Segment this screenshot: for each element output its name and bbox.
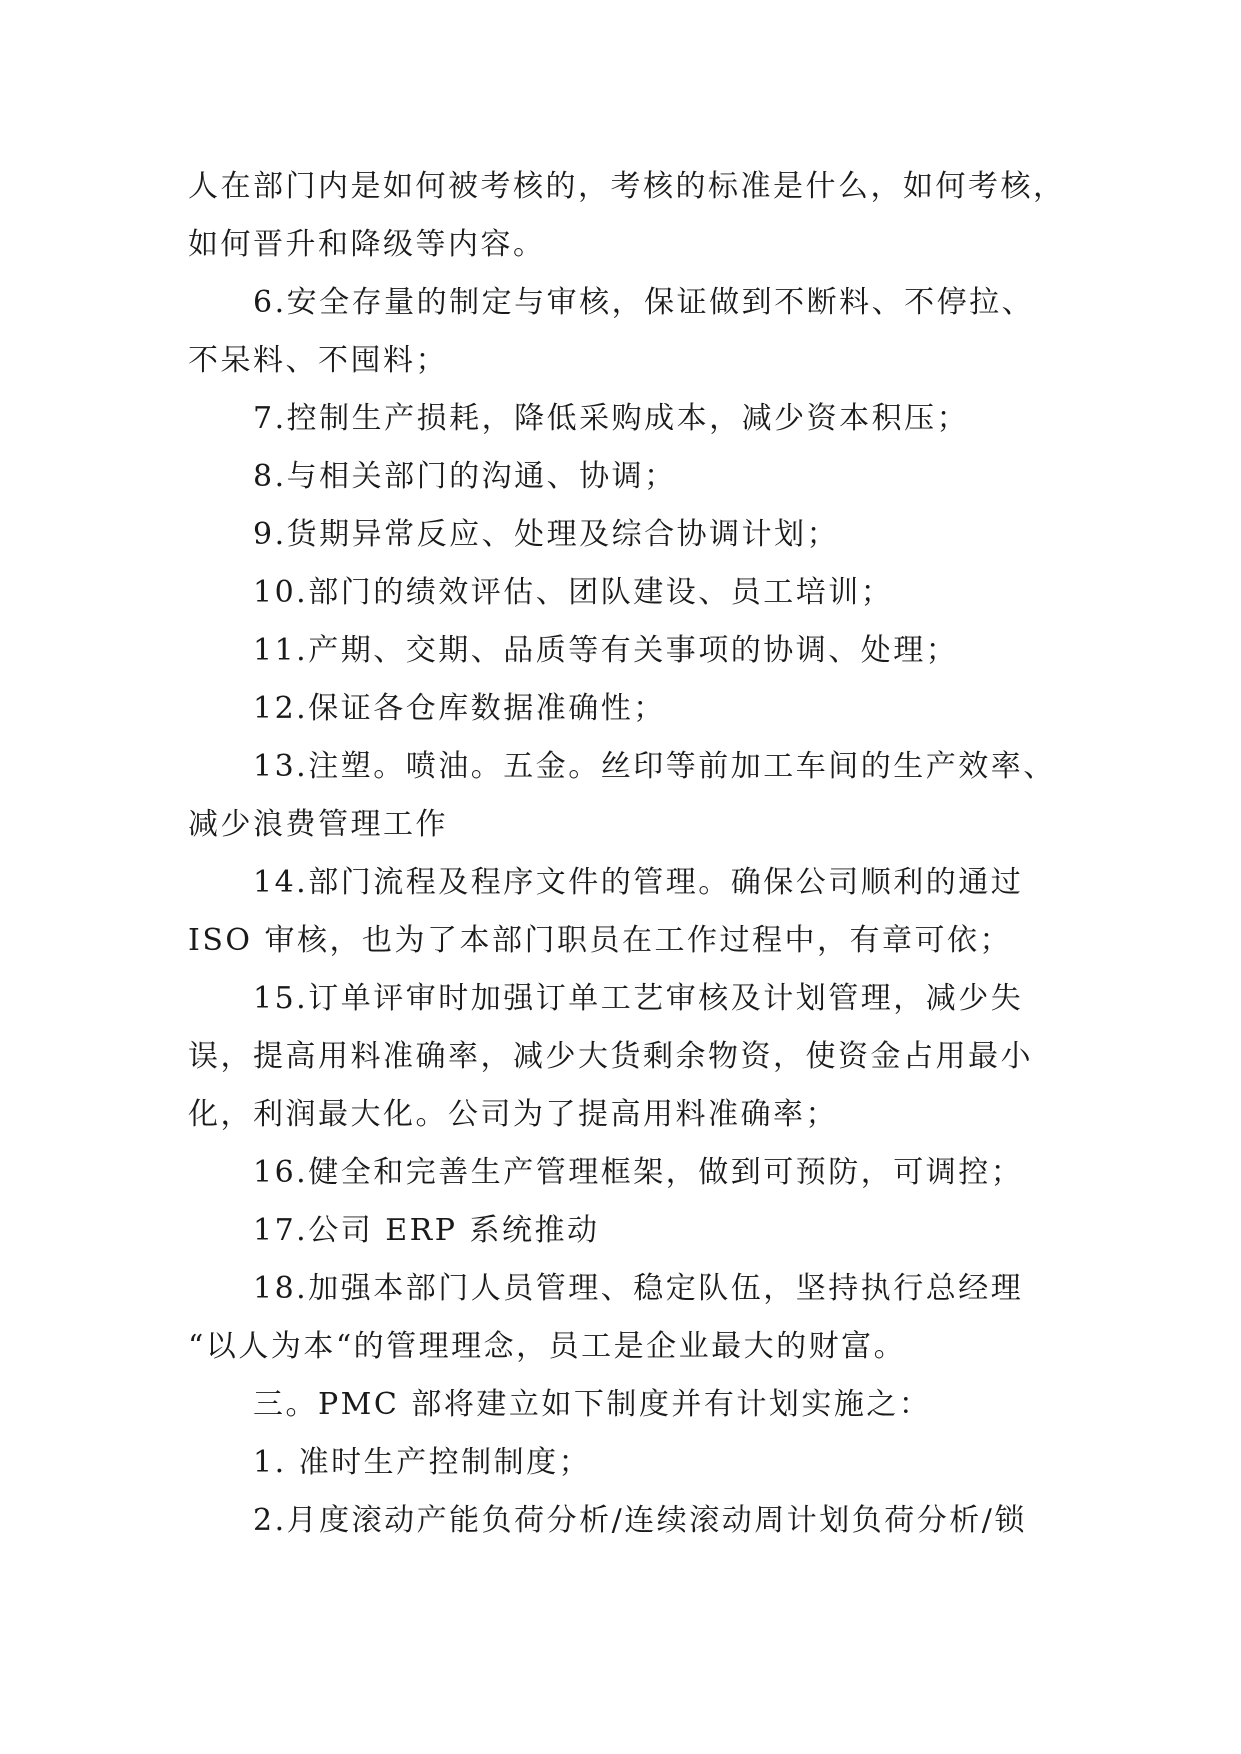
text-line: 7.控制生产损耗，降低采购成本，减少资本积压； — [253, 401, 970, 436]
text-line: 1. 准时生产控制制度； — [253, 1445, 592, 1480]
text-line: 17.公司 ERP 系统推动 — [253, 1213, 600, 1248]
text-line: 15.订单评审时加强订单工艺审核及计划管理，减少失 — [253, 981, 1024, 1016]
text-line: 12.保证各仓库数据准确性； — [253, 691, 666, 726]
text-line: 化，利润最大化。公司为了提高用料准确率； — [188, 1097, 838, 1132]
text-line: 人在部门内是如何被考核的，考核的标准是什么，如何考核， — [188, 169, 1066, 204]
text-line: 8.与相关部门的沟通、协调； — [253, 459, 677, 494]
text-line: 减少浪费管理工作 — [188, 807, 448, 842]
text-line: 9.货期异常反应、处理及综合协调计划； — [253, 517, 840, 552]
text-line: 18.加强本部门人员管理、稳定队伍，坚持执行总经理 — [253, 1271, 1024, 1306]
text-line: 不呆料、不囤料； — [188, 343, 448, 378]
text-line: 13.注塑。喷油。五金。丝印等前加工车间的生产效率、 — [253, 749, 1056, 784]
text-line: “以人为本“的管理理念，员工是企业最大的财富。 — [188, 1329, 907, 1364]
text-line: 误，提高用料准确率，减少大货剩余物资，使资金占用最小 — [188, 1039, 1033, 1074]
text-line: 11.产期、交期、品质等有关事项的协调、处理； — [253, 633, 959, 668]
text-line: 6.安全存量的制定与审核，保证做到不断料、不停拉、 — [253, 285, 1035, 320]
text-line: 14.部门流程及程序文件的管理。确保公司顺利的通过 — [253, 865, 1024, 900]
text-line: 2.月度滚动产能负荷分析/连续滚动周计划负荷分析/锁 — [253, 1503, 1027, 1538]
document-body — [188, 158, 1066, 1550]
text-line: 16.健全和完善生产管理框架，做到可预防，可调控； — [253, 1155, 1024, 1190]
text-line: 三。PMC 部将建立如下制度并有计划实施之： — [253, 1387, 932, 1422]
text-line: ISO 审核，也为了本部门职员在工作过程中，有章可依； — [188, 923, 1013, 958]
text-line: 10.部门的绩效评估、团队建设、员工培训； — [253, 575, 894, 610]
text-line: 如何晋升和降级等内容。 — [188, 227, 546, 262]
